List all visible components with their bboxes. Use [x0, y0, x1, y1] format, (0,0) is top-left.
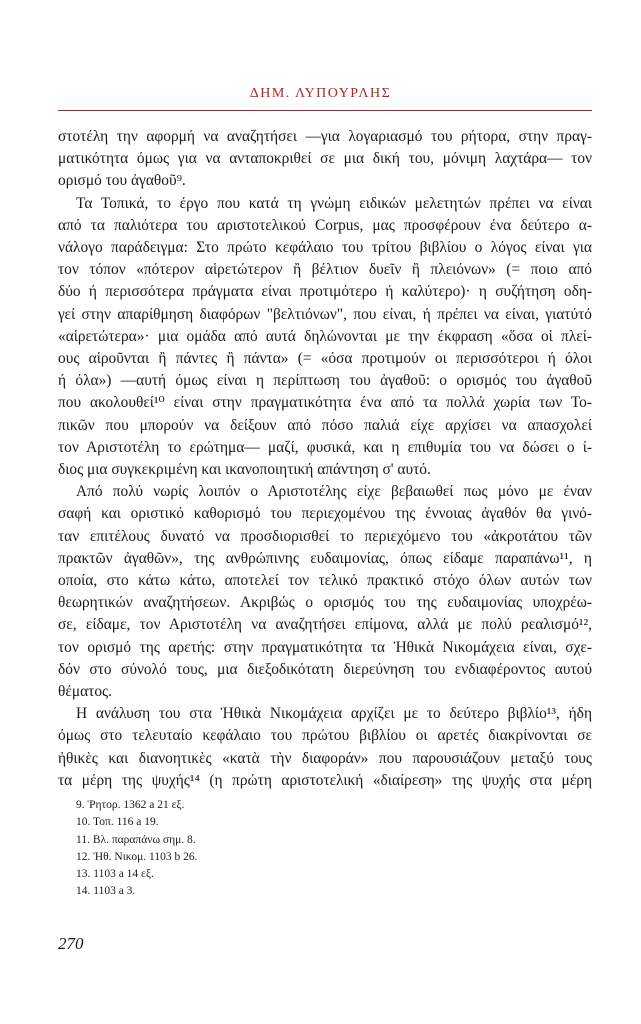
paragraph	[58, 193, 592, 482]
text-line: ή όλα») —αυτή όμως είναι η περίπτωση του ἀγαθοῦ: ο ορισμός του ἀγαθοῦ	[58, 372, 592, 390]
text-line: γεί στην απαρίθμηση διαφόρων "βελτιόνων", που είναι, ή πρέπει να είναι, γιατύτό	[58, 305, 592, 323]
text-line: στοτέλη την αφορμή να αναζητήσει —για λογαριασμό του ρήτορα, στην πραγ-	[58, 128, 592, 145]
text-line: από τα παλιότερα του αριστοτελικού Corpus, μας προσφέρουν ένα δεύτερο α-	[58, 216, 592, 234]
text-line: δόν στο σύνολό τους, μια διεξοδικότατη διερεύνηση του ενδιαφέροντος αυτού	[58, 660, 592, 678]
paragraph	[58, 481, 592, 703]
text-line: νάλογο παράδειγμα: Στο πρώτο κεφάλαιο του τρίτου βιβλίου ο λόγος είναι για	[58, 239, 592, 257]
footnotes	[76, 797, 476, 901]
text-line: πρακτῶν ἀγαθῶν», της ανθρώπινης ευδαιμονίας, όπως είδαμε παραπάνω¹¹, η	[58, 549, 592, 567]
paragraph	[58, 126, 592, 193]
text-line: τον τόπον «πότερον αἱρετώτερον ἢ βέλτιον δυεῖν ἢ πλειόνων» (= ποιο από	[58, 261, 592, 279]
footnote: 11. Βλ. παραπάνω σημ. 8.	[76, 833, 196, 846]
page-number: 270	[58, 934, 84, 953]
text-line: όμως στο τελευταίο κεφάλαιο του πρώτου βιβλίου οι αρετές διακρίνονται σε	[58, 727, 592, 745]
footnote: 12. Ἠθ. Νικομ. 1103 b 26.	[76, 850, 198, 863]
footnote: 14. 1103 a 3.	[76, 885, 136, 898]
body-text	[58, 126, 592, 792]
text-line: τον Αριστοτέλη το ερώτημα— μαζί, φυσικά, και η επιθυμία του να δώσει ο ί-	[58, 438, 592, 456]
paragraph	[58, 703, 592, 792]
text-line: διος μια συγκεκριμένη και ικανοποιητική απάντηση σ' αυτό.	[58, 461, 431, 479]
text-line: Από πολύ νωρίς λοιπόν ο Αριστοτέλης είχε βεβαιωθεί πως μόνο με έναν	[76, 483, 592, 501]
text-line: δύο ή περισσότερα πράγματα είναι προτιμότερο ή καλύτερο)· η συζήτηση οδη-	[58, 283, 592, 301]
text-line: οποία, στο κάτω κάτω, αποτελεί τον τελικό πρακτικό στόχο όλων αυτών των	[58, 572, 592, 590]
footnote: 13. 1103 a 14 εξ.	[76, 868, 154, 881]
text-line: ματικότητα όμως για να ανταποκριθεί σε μια δική του, μόνιμη λαχτάρα— τον	[58, 150, 592, 168]
footnote: 9. Ῥητορ. 1362 a 21 εξ.	[76, 799, 185, 811]
text-line: σε, είδαμε, τον Αριστοτέλη να αναζητήσει επίμονα, αλλά με πολύ ρεαλισμό¹²,	[58, 616, 592, 634]
text-line: «αἱρετώτερα»· μια ομάδα από αυτά δηλώνονται με την έκφραση «ὅσα οἱ πλεί-	[58, 327, 592, 345]
text-line: θέματος.	[58, 683, 112, 701]
text-line: ταν επιτέλους δυνατό να προσδιορισθεί το περιεχόμενο του «ἀκροτάτου τῶν	[58, 527, 592, 545]
header-rule	[58, 110, 592, 111]
text-line: ους αἱροῦνται ἢ πάντες ἢ πάντα» (= «όσα προτιμούν οι περισσότεροι ή όλοι	[58, 350, 592, 368]
text-line: τον ορισμό της αρετής: στην πραγματικότητα τα Ἠθικὰ Νικομάχεια είναι, σχε-	[58, 638, 592, 656]
footnote: 10. Τοπ. 116 a 19.	[76, 816, 159, 829]
text-line: θεωρητικών αναζητήσεων. Ακριβώς ο ορισμός του της ευδαιμονίας υποχρέω-	[58, 594, 592, 612]
text-line: ορισμό του ἀγαθοῦ⁹.	[58, 172, 186, 190]
text-line: πικῶν που μπορούν να δείξουν από πόσο παλιά είχε αρχίσει να απασχολεί	[58, 416, 592, 434]
text-line: τα μέρη της ψυχής¹⁴ (η πρώτη αριστοτελική «διαίρεση» της ψυχής στα μέρη	[58, 771, 592, 789]
running-head: ΔΗΜ. ΛΥΠΟΥΡΛΗΣ	[249, 86, 392, 101]
text-line: Η ανάλυση του στα Ἠθικὰ Νικομάχεια αρχίζει με το δεύτερο βιβλίο¹³, ήδη	[76, 705, 592, 723]
text-line: που ακολουθεί¹⁰ είναι στην πραγματικότητα ένα από τα πολλά χωρία των Το-	[58, 394, 592, 412]
text-line: σαφή και οριστικό καθορισμό του περιεχομένου της έννοιας ἀγαθόν θα γινό-	[58, 505, 592, 523]
text-line: ἠθικὲς και διανοητικὲς «κατὰ τὴν διαφοράν» που παρουσιάζουν μεταξύ τους	[58, 749, 592, 767]
text-line: Τα Τοπικά, το έργο που κατά τη γνώμη ειδικών μελετητών πρέπει να είναι	[76, 194, 592, 212]
